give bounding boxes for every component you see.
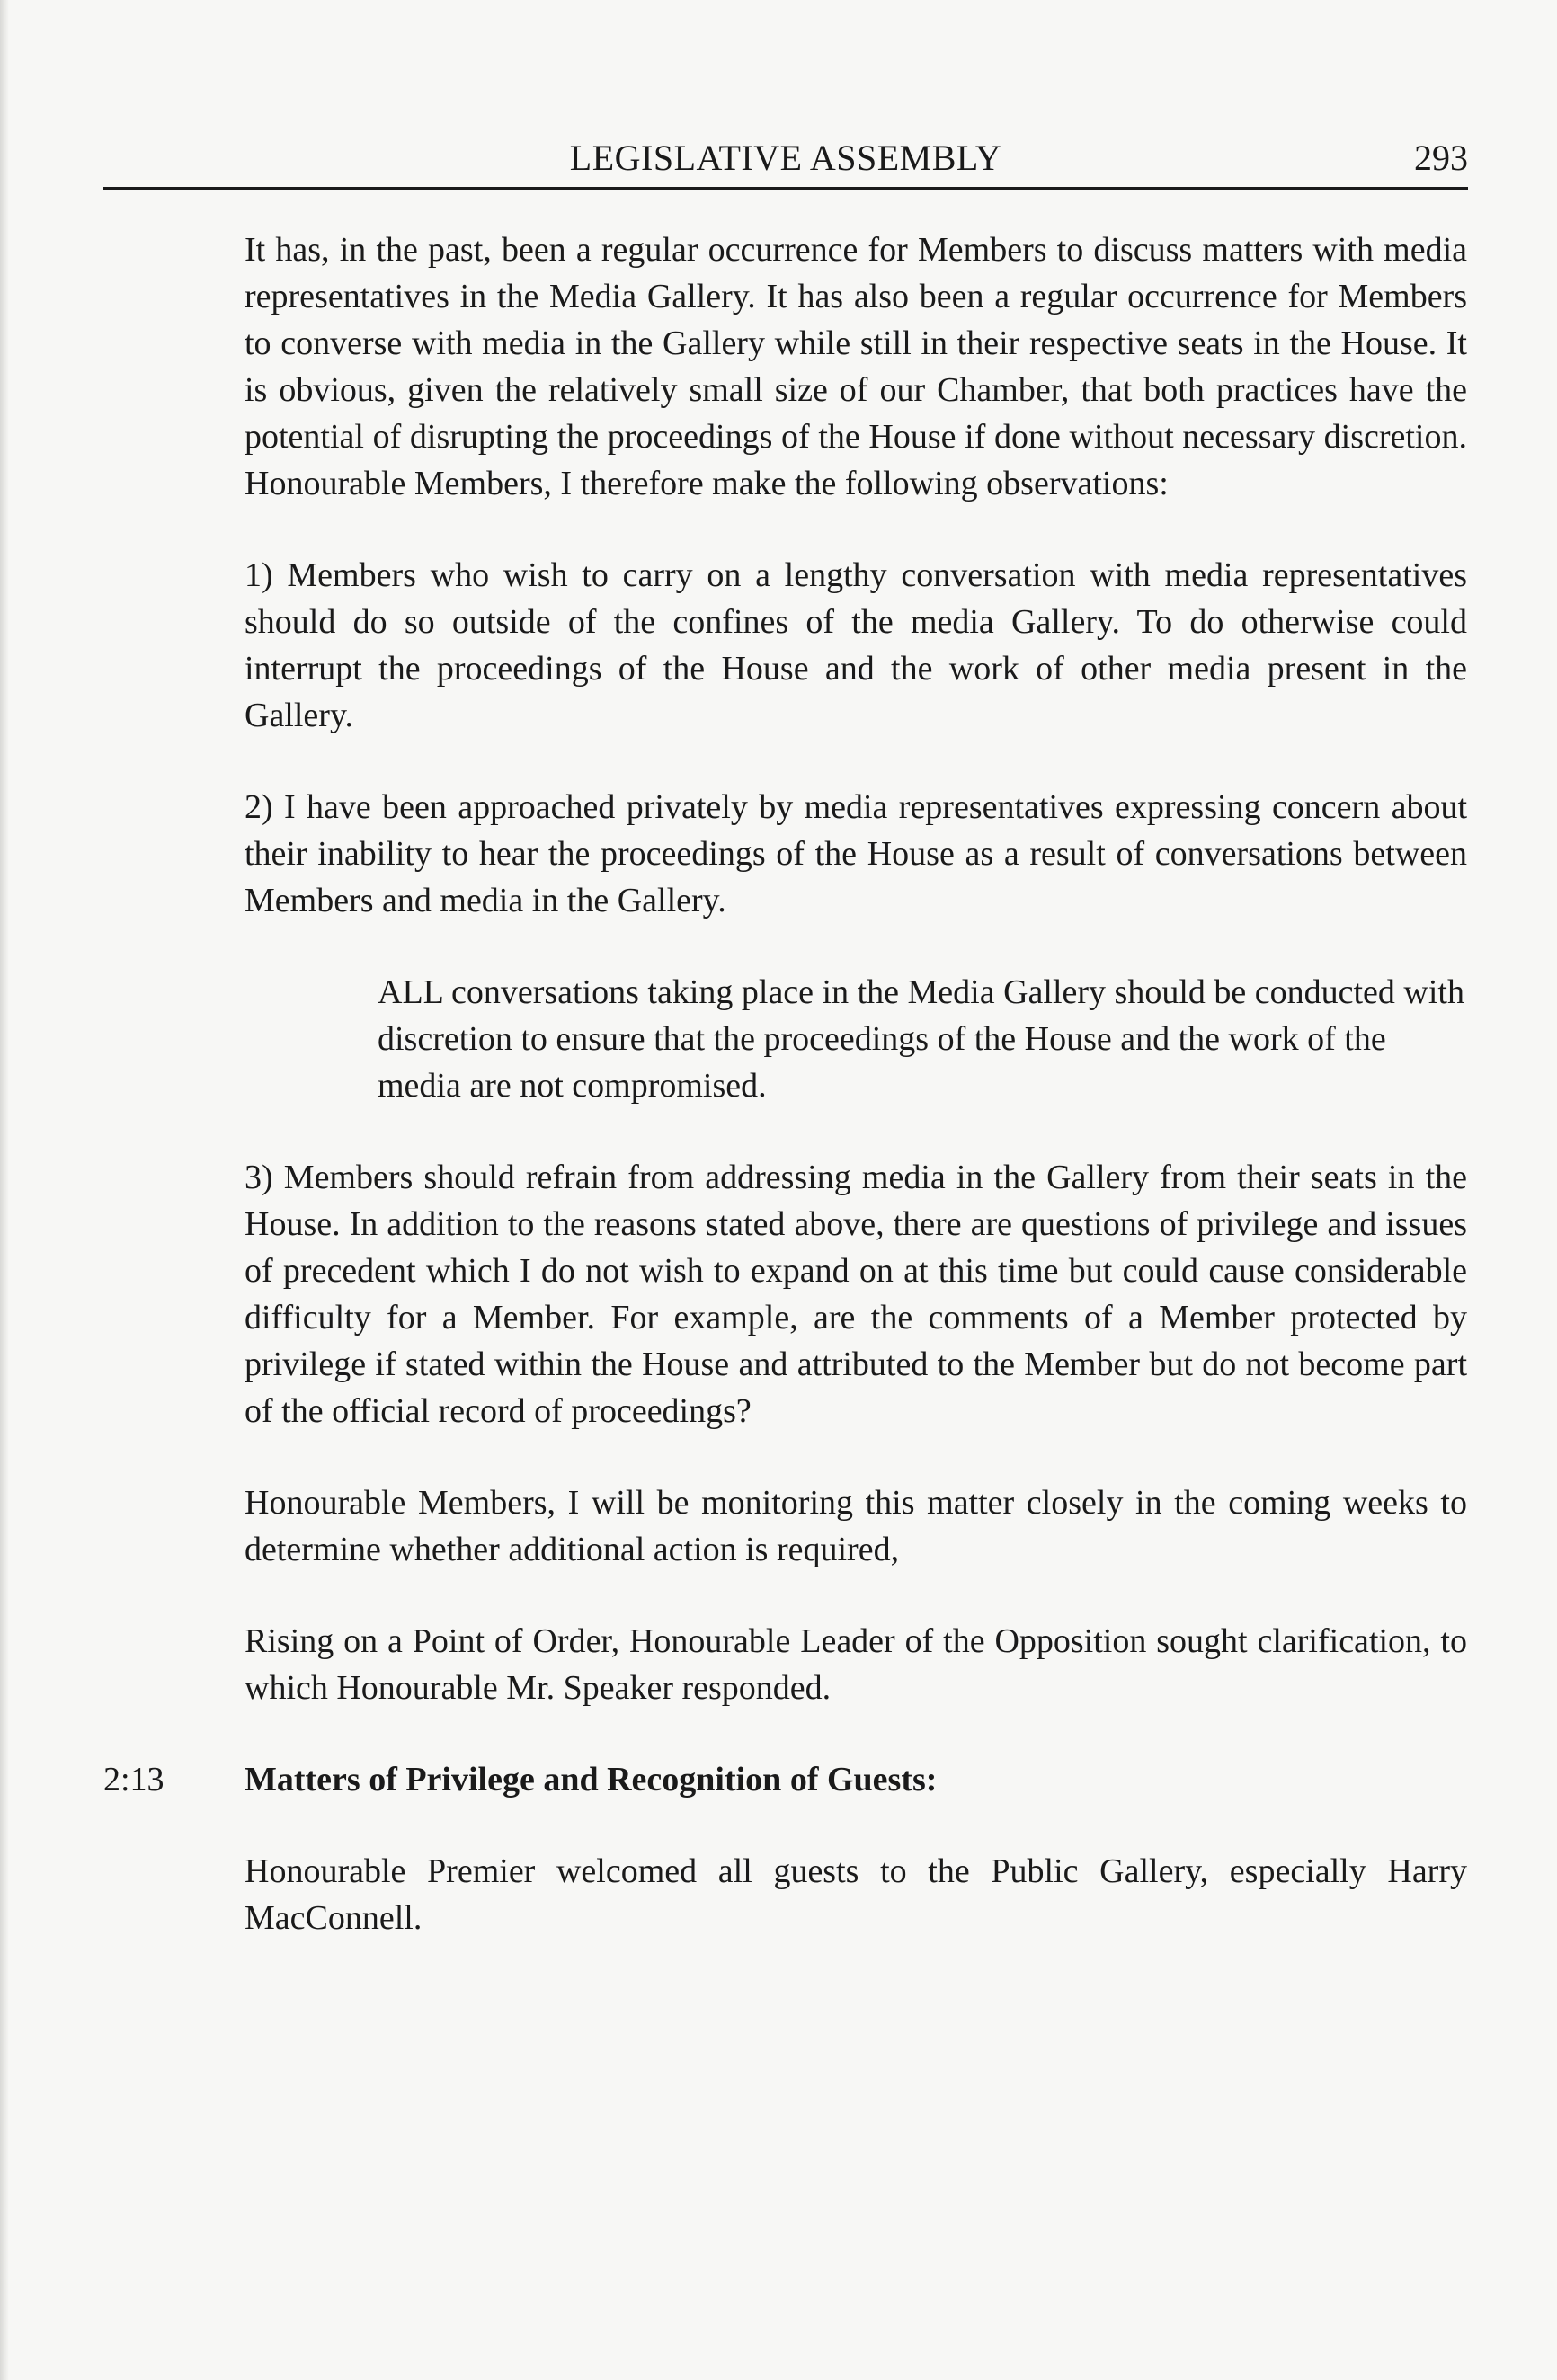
paragraph-guests: Honourable Premier welcomed all guests to the Public Gallery, especially Harry MacConnell. <box>245 1852 1467 1937</box>
paragraph-indented-note: ALL conversations taking place in the Media Gallery should be conducted with discretion to ensure that the proceedings of the House and the work of the media are not compromised. <box>378 973 1464 1105</box>
paragraph-intro: It has, in the past, been a regular occurrence for Members to discuss matters with media representatives in the Media Gallery. It has also been a regular occurrence for Members to converse with media in the Gallery while still in their respective seats in the House. It is obvious, given the relatively small size of our Chamber, that both practices have the potential of disrupting the proceedings of the House if done without necessary discretion. Honourable Members, I therefore make the following observations: <box>245 231 1467 502</box>
header-rule <box>103 187 1468 190</box>
page-body <box>103 226 1467 1986</box>
section-heading: Matters of Privilege and Recognition of Guests: <box>245 1761 938 1798</box>
running-head-title: LEGISLATIVE ASSEMBLY <box>569 138 1002 178</box>
paragraph-point-of-order: Rising on a Point of Order, Honourable Leader of the Opposition sought clarification, to which Honourable Mr. Speaker responded. <box>245 1622 1467 1707</box>
paragraph-observation-2: 2) I have been approached privately by media representatives expressing concern about their inability to hear the proceedings of the House as a result of conversations between Members and media in the Gallery. <box>245 788 1467 919</box>
paragraph-observation-1: 1) Members who wish to carry on a lengthy conversation with media representatives should do so outside of the confines of the media Gallery. To do otherwise could interrupt the proceedings of the House and the work of other media present in the Gallery. <box>245 556 1467 734</box>
section-2-13 <box>103 1756 1467 1803</box>
paragraph-observation-3: 3) Members should refrain from addressing media in the Gallery from their seats in the House. In addition to the reasons stated above, there are questions of privilege and issues of precedent which I do not wish to expand on at this time but could cause considerable difficulty for a Member. For example, are the comments of a Member protected by privilege if stated within the House and attributed to the Member but do not become part of the official record of proceedings? <box>245 1159 1467 1430</box>
paragraph-monitoring: Honourable Members, I will be monitoring this matter closely in the coming weeks to determine whether additional action is required, <box>245 1484 1467 1568</box>
page-edge-shadow <box>0 0 9 2380</box>
page-header <box>103 133 1468 187</box>
section-number: 2:13 <box>103 1761 165 1798</box>
page-number: 293 <box>1414 138 1468 178</box>
